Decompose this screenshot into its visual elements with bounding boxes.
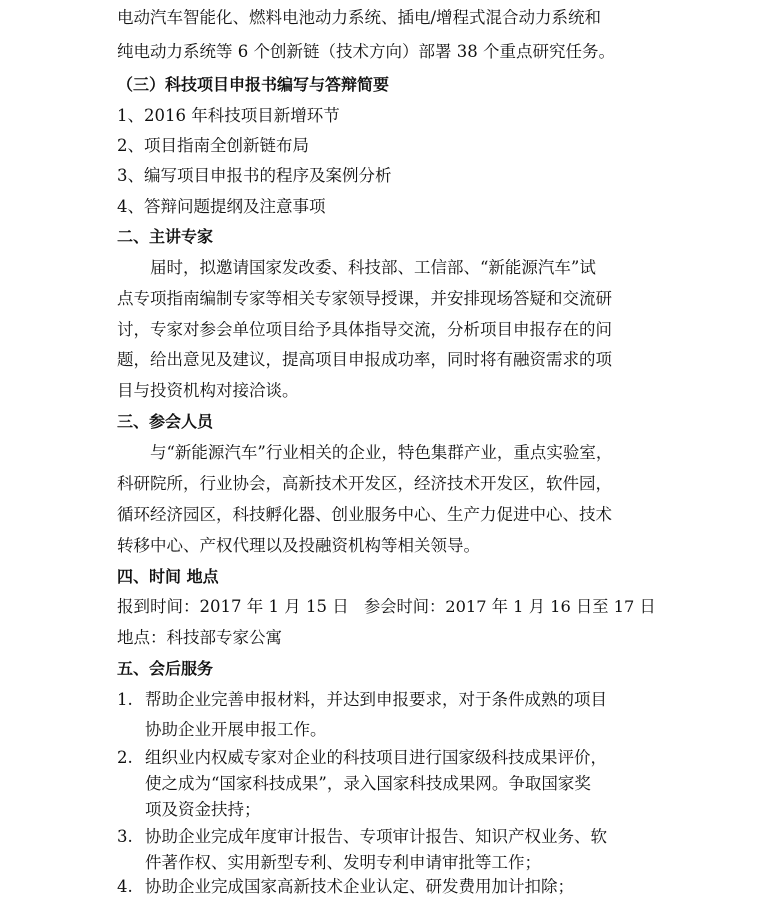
- list-item-text: 协助企业完成年度审计报告、专项审计报告、知识产权业务、软: [145, 827, 607, 846]
- list-item: [117, 748, 607, 768]
- list-item: [117, 690, 607, 710]
- list-item-continuation: 使之成为“国家科技成果”，录入国家科技成果网。争取国家奖: [145, 774, 591, 793]
- paragraph-line: 届时，拟邀请国家发改委、科技部、工信部、“新能源汽车”试: [150, 258, 596, 277]
- list-number: 2.: [117, 748, 133, 767]
- paragraph-line: 讨，专家对参会单位项目给予具体指导交流，分析项目申报存在的问: [117, 320, 612, 339]
- paragraph-line: 循环经济园区，科技孵化器、创业服务中心、生产力促进中心、技术: [117, 505, 612, 524]
- list-item-text: 帮助企业完善申报材料，并达到申报要求，对于条件成熟的项目: [145, 690, 607, 709]
- section-heading-services: 五、会后服务: [117, 659, 214, 678]
- list-item: 3、编写项目申报书的程序及案例分析: [117, 166, 392, 185]
- subsection-heading-3: （三）科技项目申报书编写与答辩简要: [117, 75, 390, 94]
- paragraph-line: 转移中心、产权代理以及投融资机构等相关领导。: [117, 536, 480, 555]
- section-heading-time-place: 四、时间 地点: [117, 567, 219, 586]
- meeting-time: 参会时间：2017 年 1 月 16 日至 17 日: [364, 597, 656, 616]
- intro-line-2: 纯电动力系统等 6 个创新链（技术方向）部署 38 个重点研究任务。: [117, 42, 615, 61]
- list-item-continuation: 项及资金扶持；: [145, 800, 261, 819]
- location: 地点：科技部专家公寓: [117, 628, 282, 647]
- list-item-continuation: 协助企业开展申报工作。: [145, 720, 327, 739]
- intro-line-1: 电动汽车智能化、燃料电池动力系统、插电/增程式混合动力系统和: [117, 8, 602, 27]
- list-number: 3.: [117, 827, 133, 846]
- section-heading-attendees: 三、参会人员: [117, 412, 214, 431]
- list-number: 4.: [117, 877, 133, 896]
- paragraph-line: 与“新能源汽车”行业相关的企业，特色集群产业，重点实验室，: [150, 443, 613, 462]
- list-item: 2、项目指南全创新链布局: [117, 136, 309, 155]
- registration-time: 报到时间：2017 年 1 月 15 日: [117, 597, 349, 616]
- list-item: 4、答辩问题提纲及注意事项: [117, 197, 326, 216]
- list-item-text: 组织业内权威专家对企业的科技项目进行国家级科技成果评价，: [145, 748, 607, 767]
- list-item: [117, 877, 574, 897]
- list-item-text: 协助企业完成国家高新技术企业认定、研发费用加计扣除；: [145, 877, 574, 896]
- paragraph-line: 目与投资机构对接洽谈。: [117, 381, 299, 400]
- list-item: [117, 827, 607, 847]
- section-heading-experts: 二、主讲专家: [117, 227, 214, 246]
- paragraph-line: 点专项指南编制专家等相关专家领导授课，并安排现场答疑和交流研: [117, 289, 612, 308]
- paragraph-line: 科研院所，行业协会，高新技术开发区，经济技术开发区，软件园，: [117, 474, 612, 493]
- paragraph-line: 题，给出意见及建议，提高项目申报成功率，同时将有融资需求的项: [117, 350, 612, 369]
- list-number: 1.: [117, 690, 133, 709]
- list-item: 1、2016 年科技项目新增环节: [117, 106, 340, 125]
- list-item-continuation: 件著作权、实用新型专利、发明专利申请审批等工作；: [145, 853, 541, 872]
